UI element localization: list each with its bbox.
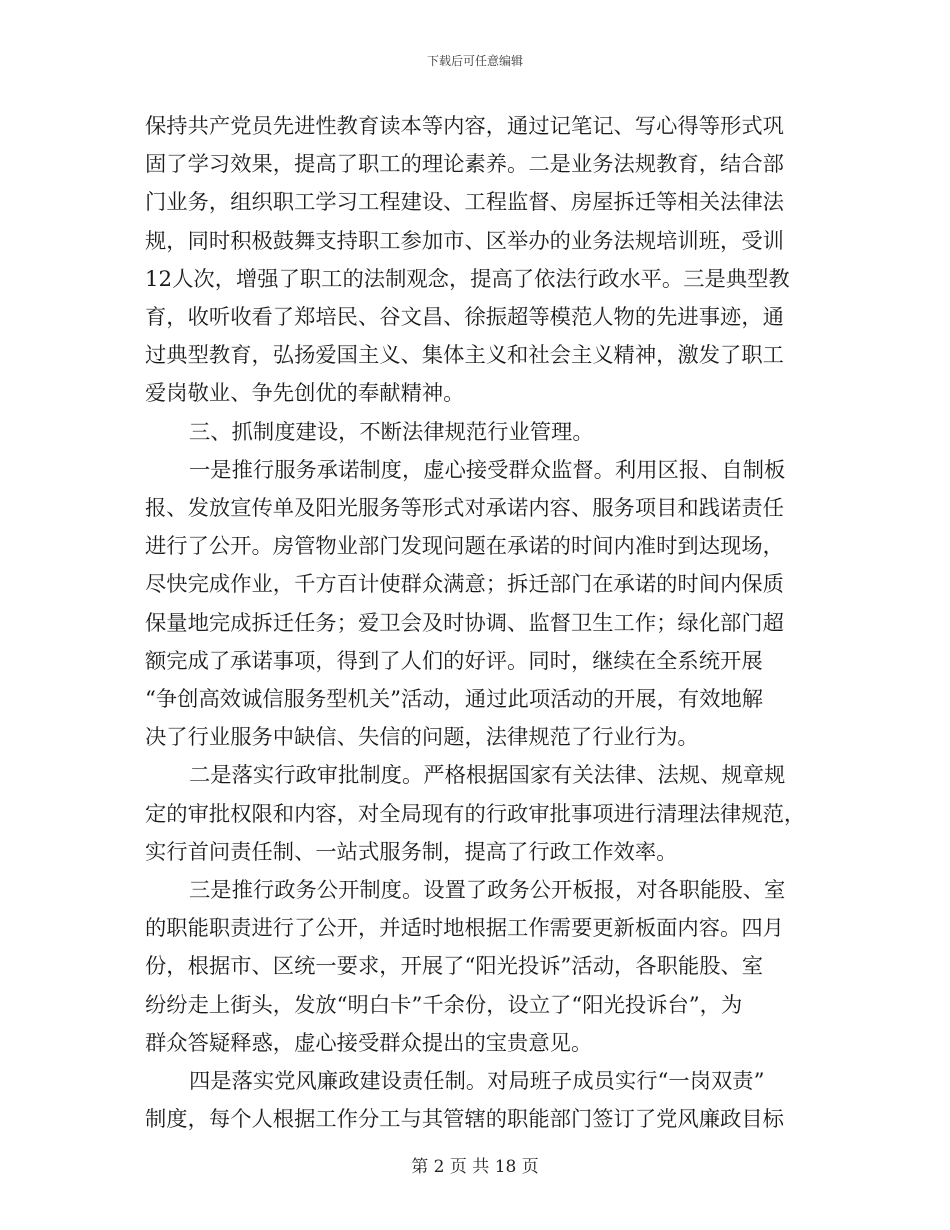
text-line: 固了学习效果，提高了职工的理论素养。二是业务法规教育，结合部 (145, 152, 784, 178)
text-line: 纷纷走上街头，发放“明白卡”千余份，设立了“阳光投诉台”，为 (145, 992, 743, 1018)
text-line: 规，同时积极鼓舞支持职工参加市、区举办的业务法规培训班，受训 (145, 228, 784, 254)
text-line: 报、发放宣传单及阳光服务等形式对承诺内容、服务项目和践诺责任 (145, 496, 784, 522)
text-line: 份，根据市、区统一要求，开展了“阳光投诉”活动，各职能股、室 (145, 954, 764, 980)
text-line: 制度，每个人根据工作分工与其管辖的职能部门签订了党风廉政目标 (145, 1107, 784, 1133)
text-line: “争创高效诚信服务型机关”活动，通过此项活动的开展，有效地解 (145, 687, 764, 713)
text-line: 二是落实行政审批制度。严格根据国家有关法律、法规、规章规 (189, 763, 786, 789)
text-line: 过典型教育，弘扬爱国主义、集体主义和社会主义精神，激发了职工 (145, 343, 784, 369)
text-line: 尽快完成作业，千方百计使群众满意；拆迁部门在承诺的时间内保质 (145, 572, 784, 598)
text-line: 三是推行政务公开制度。设置了政务公开板报，对各职能股、室 (189, 878, 786, 904)
text-line: 门业务，组织职工学习工程建设、工程监督、房屋拆迁等相关法律法 (145, 190, 784, 216)
page-header: 下载后可任意编辑 (426, 54, 523, 68)
text-line: 实行首问责任制、一站式服务制，提高了行政工作效率。 (145, 839, 678, 865)
text-line: 保持共产党员先进性教育读本等内容，通过记笔记、写心得等形式巩 (145, 114, 784, 139)
text-line: 12人次，增强了职工的法制观念，提高了依法行政水平。三是典型教 (145, 266, 790, 292)
text-line: 爱岗敬业、争先创优的奉献精神。 (145, 381, 465, 407)
text-line: 额完成了承诺事项，得到了人们的好评。同时，继续在全系统开展 (145, 648, 763, 674)
text-line: 的职能职责进行了公开，并适时地根据工作需要更新板面内容。四月 (145, 916, 784, 942)
text-line: 进行了公开。房管物业部门发现问题在承诺的时间内准时到达现场， (145, 534, 784, 560)
text-line: 四是落实党风廉政建设责任制。对局班子成员实行“一岗双责” (189, 1069, 765, 1095)
text-line: 群众答疑释惑，虚心接受群众提出的宝贵意见。 (145, 1030, 593, 1056)
page-number: 第 2 页 共 18 页 (411, 1157, 539, 1177)
text-line: 一是推行服务承诺制度，虚心接受群众监督。利用区报、自制板 (189, 457, 786, 483)
text-line: 定的审批权限和内容，对全局现有的行政审批事项进行清理法律规范， (145, 801, 805, 827)
body-text (145, 108, 805, 1139)
text-line: 保量地完成拆迁任务；爱卫会及时协调、监督卫生工作；绿化部门超 (145, 610, 784, 636)
text-line: 三、抓制度建设，不断法律规范行业管理。 (189, 419, 594, 445)
document-body (145, 108, 805, 1139)
text-line: 决了行业服务中缺信、失信的问题，法律规范了行业行为。 (145, 725, 699, 751)
text-line: 育，收听收看了郑培民、谷文昌、徐振超等模范人物的先进事迹，通 (145, 305, 784, 331)
